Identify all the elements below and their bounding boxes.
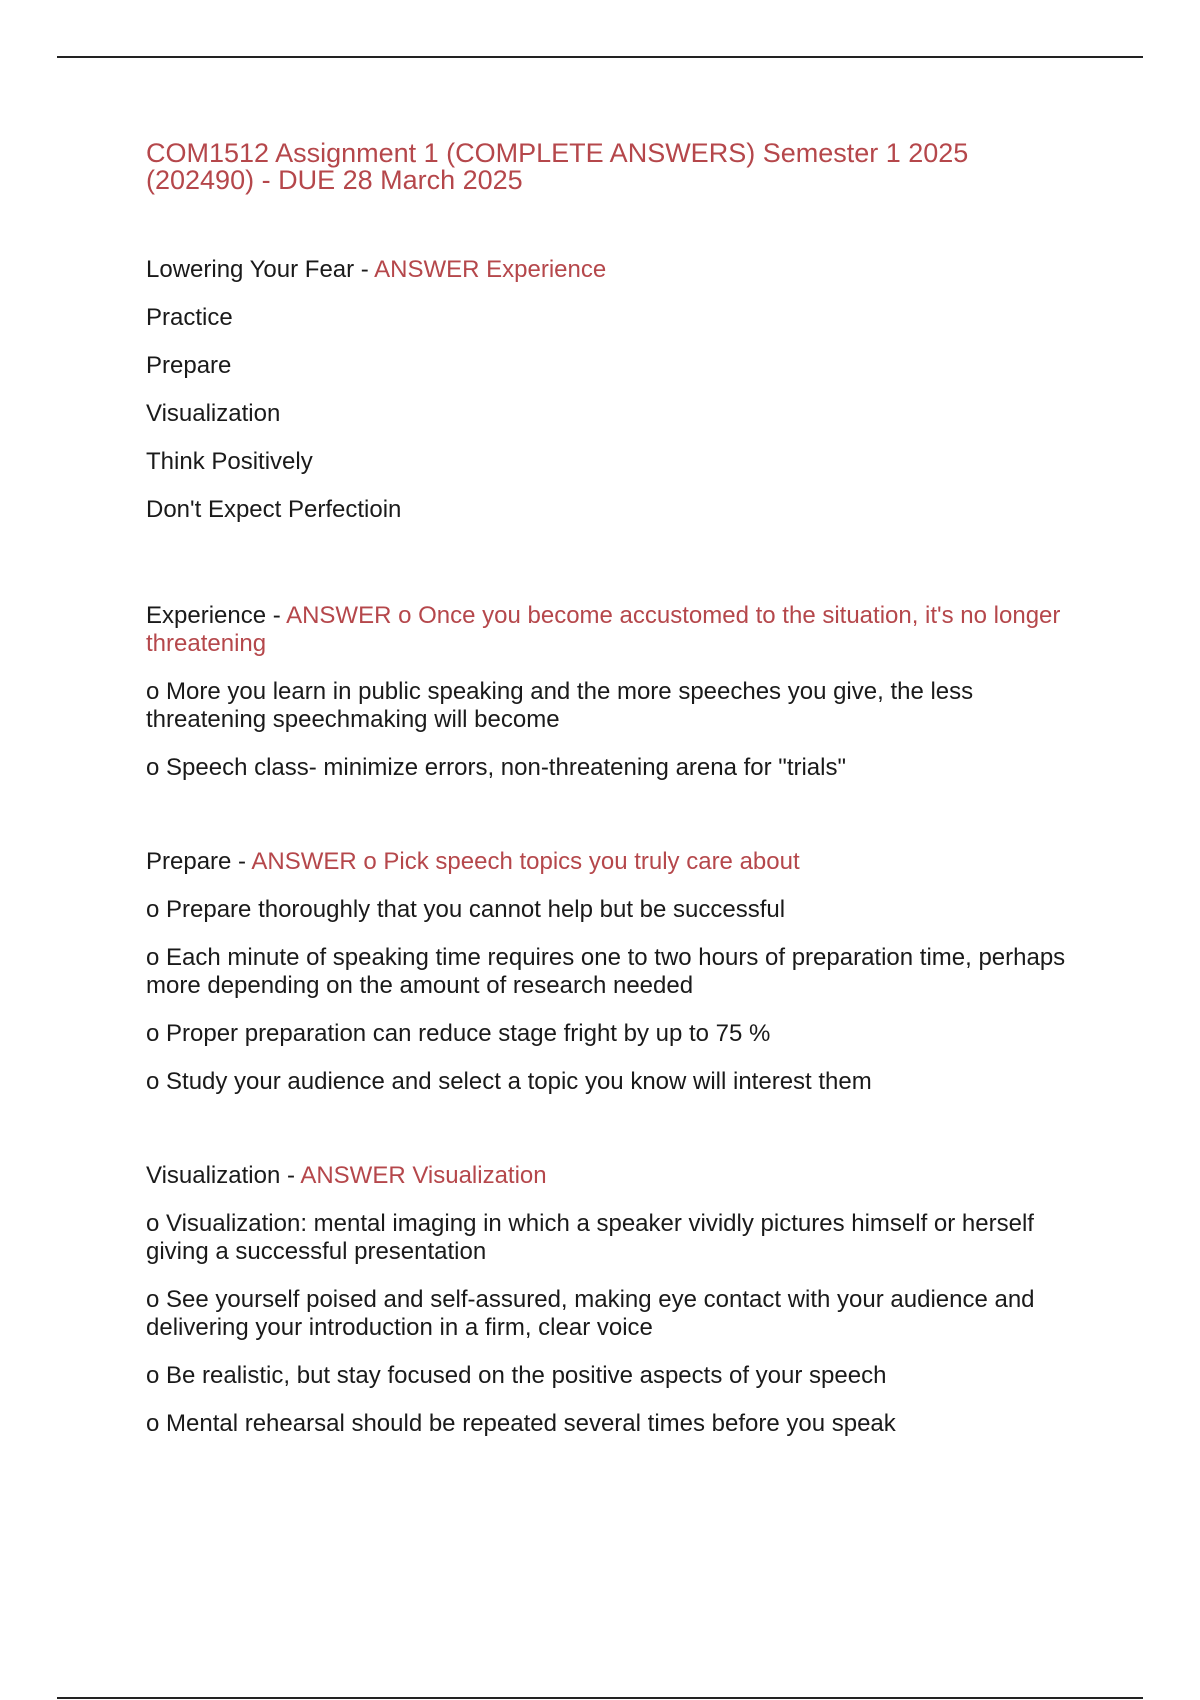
list-item: Visualization (146, 400, 281, 427)
question-text: Visualization - (146, 1162, 301, 1189)
list-item: o Speech class- minimize errors, non-threatening arena for "trials" (146, 754, 847, 781)
question-line (146, 256, 1066, 284)
top-rule (57, 56, 1143, 58)
qa-section-lowering-fear (146, 256, 1066, 524)
document-page (146, 140, 1066, 1458)
bottom-rule (57, 1697, 1143, 1699)
answer-text: ANSWER o Pick speech topics you truly care about (251, 848, 800, 875)
qa-section-prepare (146, 848, 1066, 1096)
question-line (146, 1162, 1066, 1190)
qa-section-visualization (146, 1162, 1066, 1438)
question-line (146, 848, 1066, 876)
list-item: o Prepare thoroughly that you cannot help but be successful (146, 896, 786, 923)
list-item: Practice (146, 304, 233, 331)
document-title: COM1512 Assignment 1 (COMPLETE ANSWERS) Semester 1 2025 (202490) - DUE 28 March 2025 (146, 138, 969, 195)
list-item: o Study your audience and select a topic you know will interest them (146, 1068, 872, 1095)
answer-text: ANSWER Visualization (300, 1162, 547, 1189)
question-text: Lowering Your Fear - (146, 256, 375, 283)
list-item: o Visualization: mental imaging in which a speaker vividly pictures himself or herself giving a successful presentation (146, 1210, 1034, 1265)
question-text: Experience - (146, 602, 287, 629)
list-item: Think Positively (146, 448, 313, 475)
list-item: o Each minute of speaking time requires one to two hours of preparation time, perhaps more depending on the amount of research needed (146, 944, 1066, 999)
list-item: o Be realistic, but stay focused on the positive aspects of your speech (146, 1362, 887, 1389)
question-line (146, 602, 1066, 658)
list-item: o Proper preparation can reduce stage fright by up to 75 % (146, 1020, 771, 1047)
qa-section-experience (146, 602, 1066, 782)
list-item: o More you learn in public speaking and the more speeches you give, the less threatening speechmaking will become (146, 678, 974, 733)
list-item: Don't Expect Perfectioin (146, 496, 402, 523)
answer-text: ANSWER Experience (374, 256, 607, 283)
answer-text: ANSWER o Once you become accustomed to the situation, it's no longer threatening (146, 602, 1061, 657)
list-item: o Mental rehearsal should be repeated several times before you speak (146, 1410, 896, 1437)
list-item: o See yourself poised and self-assured, making eye contact with your audience and delivering your introduction in a firm, clear voice (146, 1286, 1035, 1341)
question-text: Prepare - (146, 848, 252, 875)
list-item: Prepare (146, 352, 232, 379)
